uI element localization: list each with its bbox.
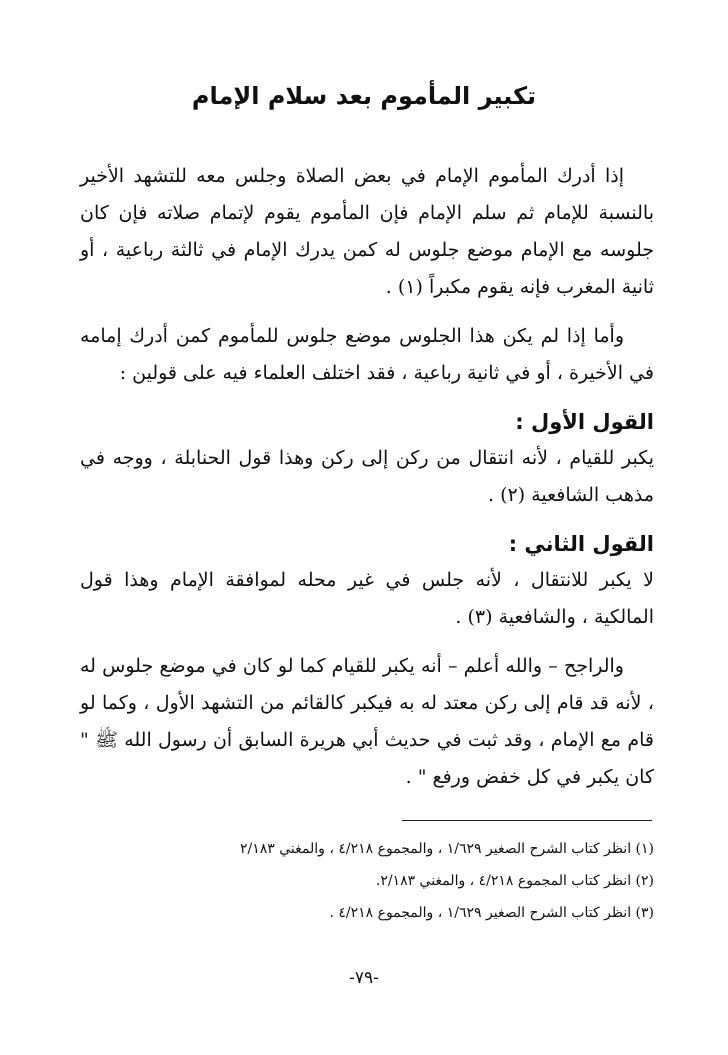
paragraph-first-opinion: يكبر للقيام ، لأنه انتقال من ركن إلى ركن وهذا قول الحنابلة ، ووجه في مذهب الشافعية (٢) .	[80, 447, 654, 506]
main-text	[80, 158, 654, 808]
paragraph-disagreement: وأما إذا لم يكن هذا الجلوس موضع جلوس للمأموم كمن أدرك إمامه في الأخيرة ، أو في ثانية رباعية ، فقد اختلف العلماء فيه على قولين :	[80, 325, 654, 384]
footnote-3: (٣) انظر كتاب الشرح الصغير ١/٦٢٩ ، والمجموع ٤/٢١٨ .	[329, 905, 654, 921]
paragraph-second-opinion: لا يكبر للانتقال ، لأنه جلس في غير محله لموافقة الإمام وهذا قول المالكية ، والشافعية (٣) .	[80, 569, 654, 628]
page-title: تكبير المأموم بعد سلام الإمام	[191, 82, 537, 110]
footnote-2: (٢) انظر كتاب المجموع ٤/٢١٨ ، والمغني ٢/١٨٣.	[375, 873, 654, 889]
heading-first-opinion: القول الأول :	[515, 410, 654, 434]
footnote-separator	[402, 820, 652, 821]
heading-second-opinion: القول الثاني :	[508, 532, 654, 556]
footnote-1: (١) انظر كتاب الشرح الصغير ١/٦٢٩ ، والمجموع ٤/٢١٨ ، والمغني ٢/١٨٣	[240, 841, 654, 857]
footnotes	[150, 833, 654, 929]
page-number: -٧٩-	[349, 968, 379, 988]
paragraph-intro: إذا أدرك المأموم الإمام في بعض الصلاة وجلس معه للتشهد الأخير بالنسبة للإمام ثم سلم الإمام فإن المأموم يقوم لإتمام صلاته فإن كان جلوسه مع الإمام موضع جلوس له كمن يدرك الإمام في ثالثة رباعية ، أو ثانية المغرب فإنه يقوم مكبراً (١) .	[80, 165, 654, 298]
paragraph-preferred-opinion: والراجح – والله أعلم – أنه يكبر للقيام كما لو كان في موضع جلوس له ، لأنه قد قام إلى ركن معتد له به فيكبر كالقائم من التشهد الأول ، وكما لو قام مع الإمام ، وقد ثبت في حديث أبي هريرة السابق أن رسول الله ﷺ " كان يكبر في كل خفض ورفع " .	[80, 655, 654, 788]
